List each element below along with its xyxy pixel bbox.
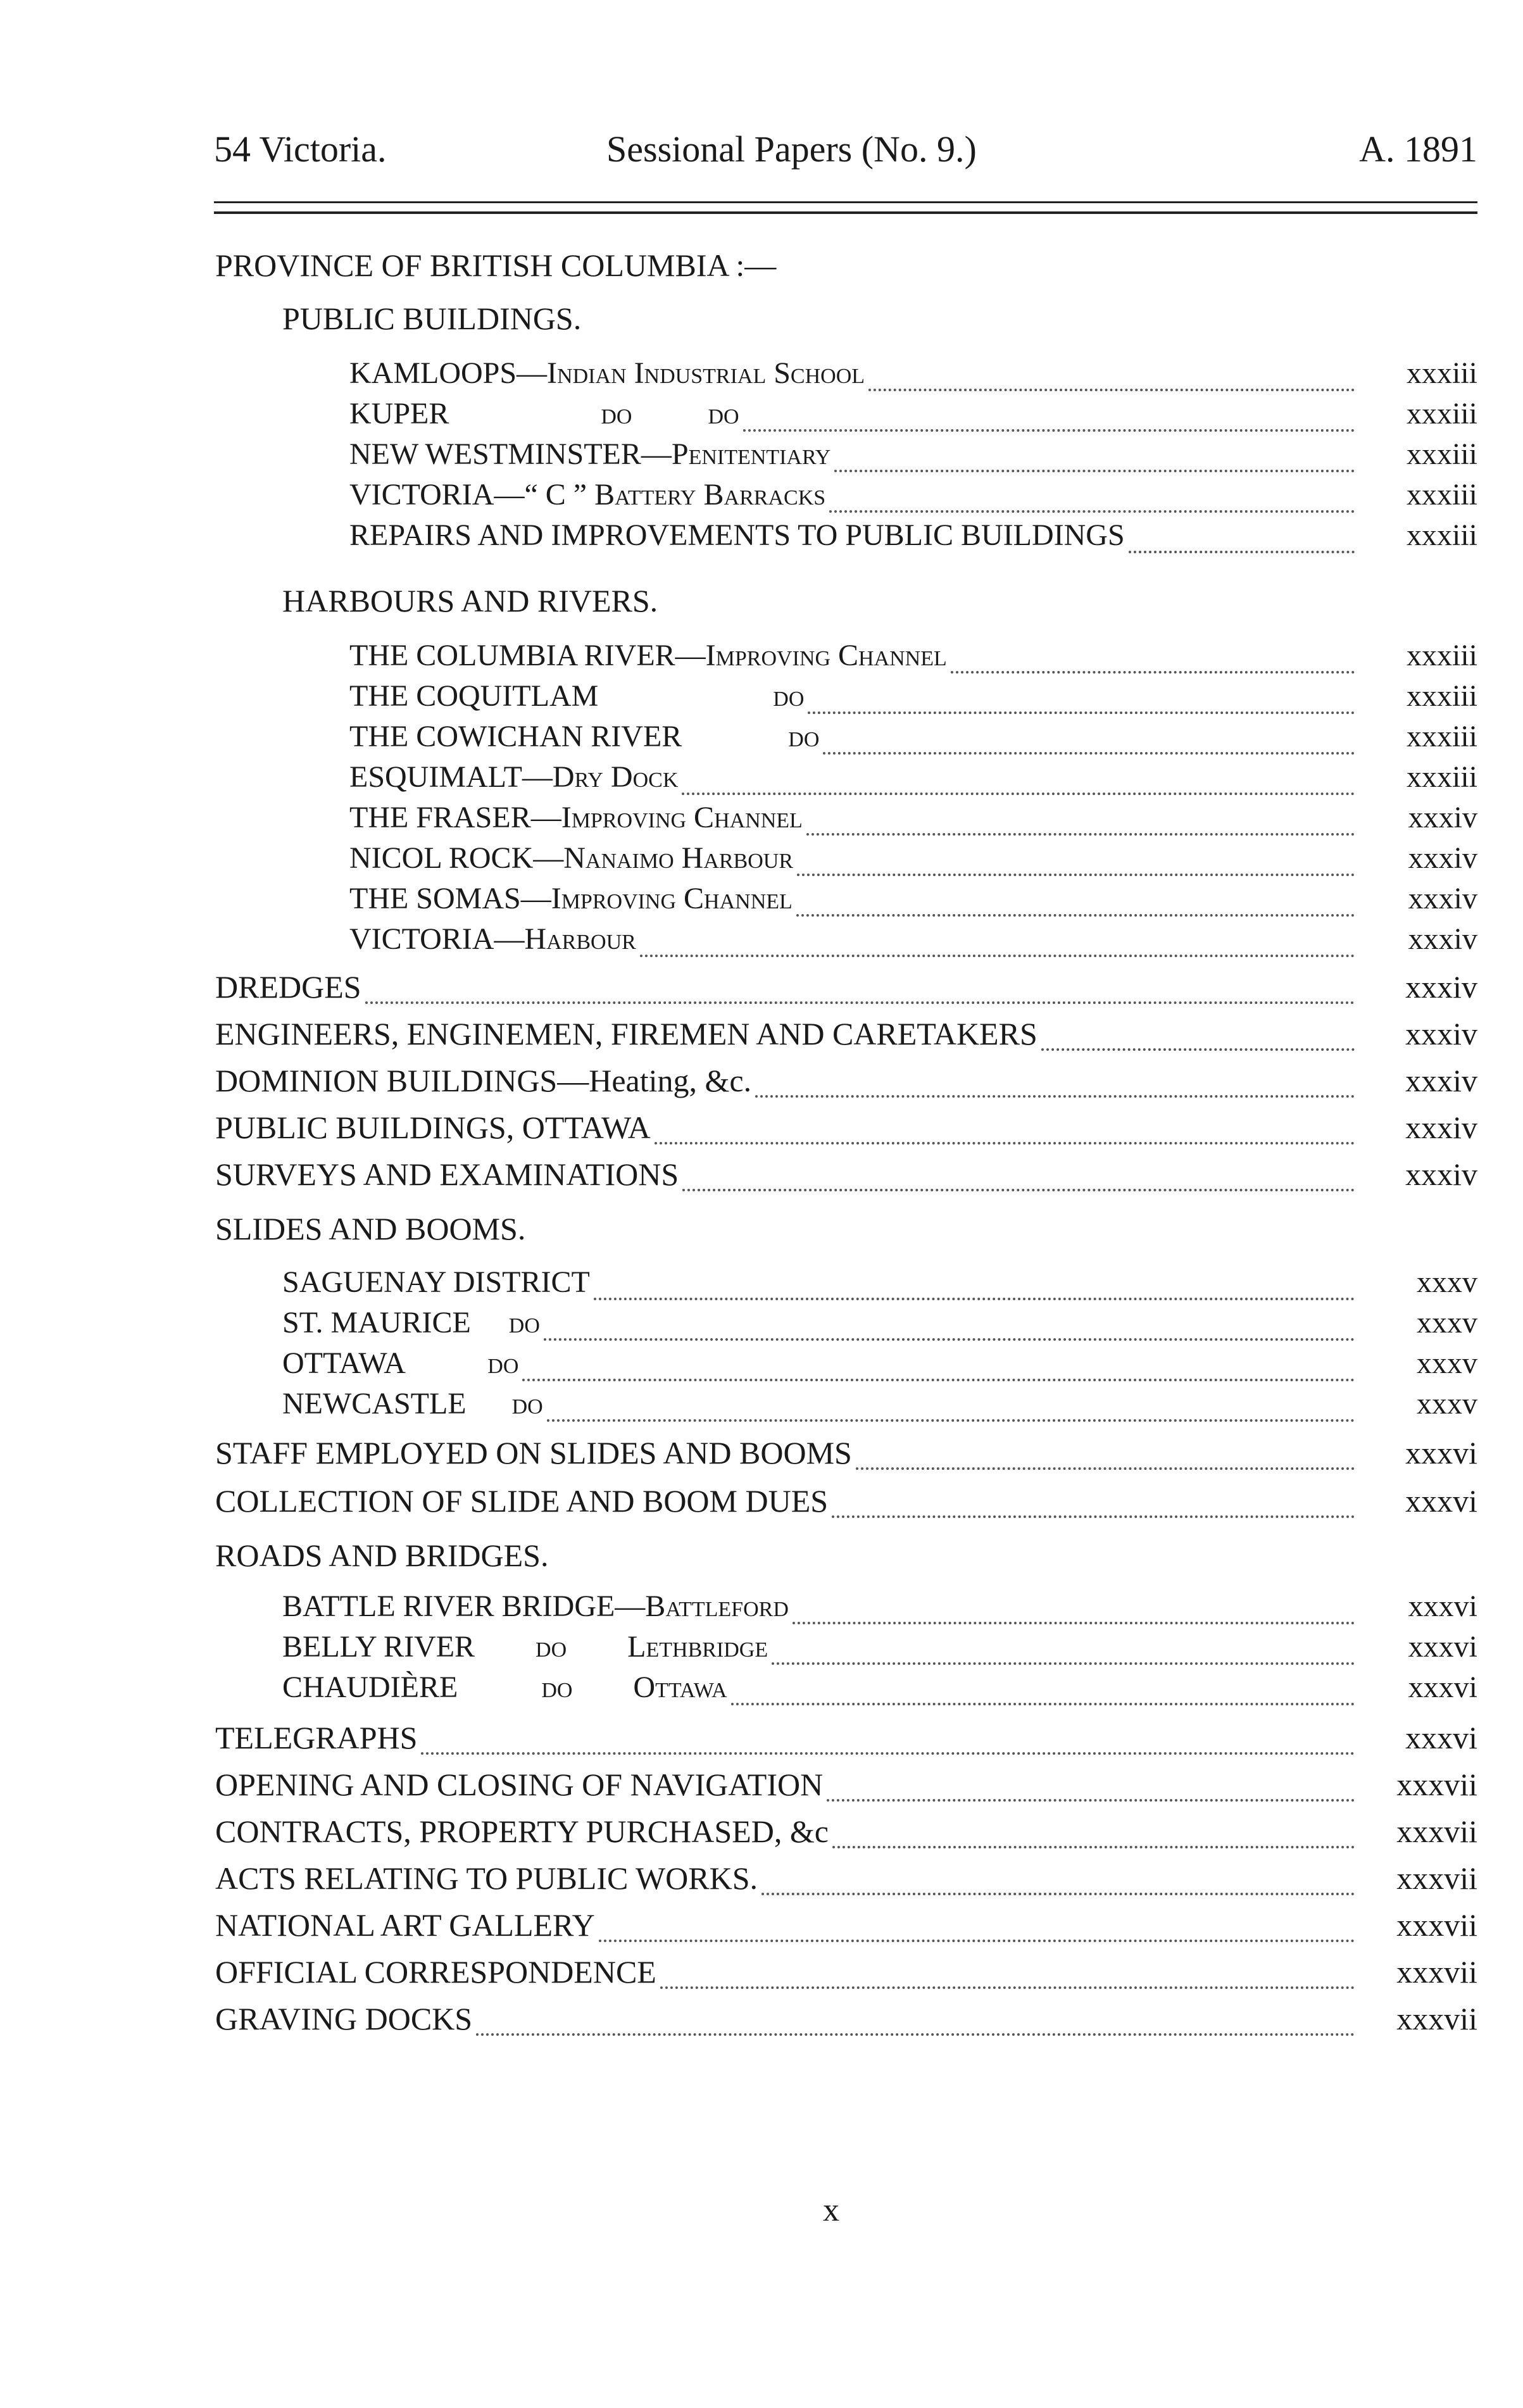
- entry-label: GRAVING DOCKS: [215, 2001, 473, 2036]
- leader-dots: [421, 1746, 1355, 1755]
- entry-label: KUPER do do: [349, 397, 739, 430]
- toc-entry: [215, 1813, 1477, 1857]
- toc-entry: [215, 1434, 1477, 1479]
- header-year: A. 1891: [1359, 129, 1477, 170]
- entry-page: xxxvii: [1396, 2001, 1477, 2036]
- entry-label: THE COLUMBIA RIVER—Improving Channel: [349, 639, 947, 672]
- entry-page: xxxiv: [1408, 882, 1477, 915]
- entry-label: NICOL ROCK—Nanaimo Harbour: [349, 841, 794, 875]
- section-heading-slides: SLIDES AND BOOMS.: [215, 1211, 526, 1246]
- leader-dots: [755, 1089, 1355, 1098]
- header-rule: [214, 201, 1477, 203]
- entry-label: SURVEYS AND EXAMINATIONS: [215, 1157, 679, 1192]
- toc-entry: [349, 679, 1477, 723]
- leader-dots: [1041, 1042, 1355, 1051]
- entry-label: VICTORIA—Harbour: [349, 922, 636, 956]
- leader-dots: [808, 705, 1355, 714]
- leader-dots: [655, 1136, 1355, 1144]
- leader-dots: [476, 2027, 1355, 2036]
- toc-entry: [282, 1589, 1477, 1633]
- section-heading-public-buildings: PUBLIC BUILDINGS.: [282, 301, 582, 336]
- toc-entry: [215, 1483, 1477, 1527]
- entry-page: xxxvii: [1396, 1767, 1477, 1802]
- entry-page: xxxvi: [1408, 1630, 1477, 1664]
- toc-entry: [215, 1953, 1477, 1998]
- province-heading: PROVINCE OF BRITISH COLUMBIA :—: [215, 248, 777, 283]
- entry-label: OTTAWA do: [282, 1346, 519, 1380]
- toc-entry: [215, 2000, 1477, 2045]
- toc-entry: [349, 881, 1477, 925]
- entry-page: xxxv: [1417, 1346, 1477, 1380]
- entry-page: xxxiv: [1405, 1016, 1477, 1051]
- toc-entry: [215, 1860, 1477, 1904]
- leader-dots: [868, 382, 1355, 391]
- entry-label: CONTRACTS, PROPERTY PURCHASED, &c: [215, 1814, 829, 1849]
- entry-label: TELEGRAPHS: [215, 1720, 418, 1755]
- toc-entry: [215, 1766, 1477, 1810]
- toc-entry: [215, 1062, 1477, 1107]
- toc-entry: [349, 638, 1477, 682]
- entry-page: xxxiv: [1408, 922, 1477, 956]
- entry-page: xxxiii: [1406, 760, 1477, 794]
- toc-entry: [215, 1719, 1477, 1764]
- toc-entry: [349, 841, 1477, 885]
- leader-dots: [806, 827, 1355, 836]
- entry-page: xxxiii: [1406, 518, 1477, 552]
- entry-label: ACTS RELATING TO PUBLIC WORKS.: [215, 1860, 758, 1896]
- header-session: 54 Victoria.: [214, 129, 387, 170]
- entry-label: THE COWICHAN RIVER do: [349, 720, 820, 753]
- leader-dots: [823, 746, 1355, 755]
- entry-page: xxxiv: [1405, 1157, 1477, 1192]
- toc-entry: [215, 1156, 1477, 1200]
- entry-label: DOMINION BUILDINGS—Heating, &c.: [215, 1063, 752, 1098]
- leader-dots: [743, 423, 1355, 432]
- entry-label: REPAIRS AND IMPROVEMENTS TO PUBLIC BUILDINGS: [349, 518, 1125, 552]
- toc-entry: [215, 1109, 1477, 1153]
- entry-label: OFFICIAL CORRESPONDENCE: [215, 1954, 656, 1990]
- entry-page: xxxiv: [1408, 801, 1477, 834]
- entry-label: BATTLE RIVER BRIDGE—Battleford: [282, 1590, 789, 1623]
- entry-label: BELLY RIVER do Lethbridge: [282, 1630, 768, 1664]
- leader-dots: [731, 1696, 1355, 1705]
- entry-label: THE COQUITLAM do: [349, 679, 805, 713]
- entry-page: xxxv: [1417, 1306, 1477, 1339]
- leader-dots: [640, 948, 1355, 957]
- entry-page: xxxvi: [1405, 1435, 1477, 1471]
- leader-dots: [832, 1509, 1355, 1518]
- toc-entry: [282, 1629, 1477, 1674]
- leader-dots: [829, 504, 1355, 513]
- entry-label: STAFF EMPLOYED ON SLIDES AND BOOMS: [215, 1435, 852, 1471]
- entry-page: xxxiii: [1406, 679, 1477, 713]
- entry-page: xxxvii: [1396, 1907, 1477, 1943]
- leader-dots: [951, 665, 1355, 674]
- toc-entry: [349, 396, 1477, 441]
- toc-entry: [282, 1265, 1477, 1309]
- toc-entry: [282, 1670, 1477, 1714]
- leader-dots: [797, 867, 1355, 876]
- toc-entry: [349, 760, 1477, 804]
- entry-page: xxxvi: [1405, 1483, 1477, 1519]
- page-folio: x: [823, 2192, 839, 2228]
- toc-entry: [282, 1386, 1477, 1431]
- entry-label: ST. MAURICE do: [282, 1306, 540, 1339]
- section-heading-roads: ROADS AND BRIDGES.: [215, 1538, 549, 1573]
- entry-page: xxxv: [1417, 1265, 1477, 1299]
- entry-label: SAGUENAY DISTRICT: [282, 1265, 590, 1299]
- entry-label: THE FRASER—Improving Channel: [349, 801, 803, 834]
- leader-dots: [365, 995, 1355, 1004]
- toc-entry: [349, 800, 1477, 844]
- entry-label: OPENING AND CLOSING OF NAVIGATION: [215, 1767, 824, 1802]
- entry-page: xxxiii: [1406, 437, 1477, 471]
- entry-page: xxxiii: [1406, 397, 1477, 430]
- entry-label: ESQUIMALT—Dry Dock: [349, 760, 679, 794]
- entry-label: CHAUDIÈRE do Ottawa: [282, 1671, 727, 1704]
- entry-page: xxxiv: [1405, 1110, 1477, 1145]
- leader-dots: [796, 908, 1355, 917]
- leader-dots: [660, 1980, 1355, 1989]
- header-title: Sessional Papers (No. 9.): [606, 129, 977, 170]
- entry-page: xxxiv: [1408, 841, 1477, 875]
- entry-label: ENGINEERS, ENGINEMEN, FIREMEN AND CARETAKERS: [215, 1016, 1037, 1051]
- leader-dots: [762, 1886, 1355, 1895]
- toc-entry: [215, 1907, 1477, 1951]
- entry-page: xxxiv: [1405, 1063, 1477, 1098]
- entry-page: xxxvi: [1408, 1590, 1477, 1623]
- entry-label: NATIONAL ART GALLERY: [215, 1907, 595, 1943]
- entry-page: xxxiii: [1406, 720, 1477, 753]
- leader-dots: [599, 1933, 1355, 1942]
- entry-label: COLLECTION OF SLIDE AND BOOM DUES: [215, 1483, 829, 1519]
- toc-entry: [215, 969, 1477, 1013]
- toc-entry: [349, 719, 1477, 763]
- leader-dots: [547, 1413, 1355, 1422]
- leader-dots: [793, 1615, 1355, 1624]
- leader-dots: [544, 1332, 1355, 1341]
- toc-entry: [349, 477, 1477, 522]
- leader-dots: [856, 1461, 1355, 1470]
- leader-dots: [772, 1656, 1355, 1665]
- entry-page: xxxiii: [1406, 356, 1477, 390]
- toc-entry: [349, 356, 1477, 400]
- entry-page: xxxvii: [1396, 1954, 1477, 1990]
- leader-dots: [832, 1840, 1355, 1848]
- leader-dots: [834, 463, 1355, 472]
- header-rule-thick: [214, 211, 1477, 214]
- entry-page: xxxvii: [1396, 1814, 1477, 1849]
- entry-page: xxxvii: [1396, 1860, 1477, 1896]
- leader-dots: [682, 1182, 1355, 1191]
- running-header: [214, 128, 1477, 179]
- leader-dots: [522, 1372, 1355, 1381]
- entry-label: NEWCASTLE do: [282, 1387, 543, 1420]
- entry-label: THE SOMAS—Improving Channel: [349, 882, 793, 915]
- leader-dots: [1129, 544, 1355, 553]
- entry-label: PUBLIC BUILDINGS, OTTAWA: [215, 1110, 651, 1145]
- entry-label: DREDGES: [215, 969, 361, 1005]
- section-heading-harbours: HARBOURS AND RIVERS.: [282, 583, 658, 618]
- entry-page: xxxv: [1417, 1387, 1477, 1420]
- toc-entry: [349, 437, 1477, 481]
- entry-label: NEW WESTMINSTER—Penitentiary: [349, 437, 831, 471]
- leader-dots: [827, 1793, 1355, 1802]
- entry-page: xxxiii: [1406, 478, 1477, 511]
- leader-dots: [682, 786, 1355, 795]
- entry-page: xxxiii: [1406, 639, 1477, 672]
- leader-dots: [594, 1291, 1355, 1300]
- entry-page: xxxiv: [1405, 969, 1477, 1005]
- toc-entry: [282, 1346, 1477, 1390]
- toc-entry: [349, 518, 1477, 562]
- entry-label: VICTORIA—“ C ” Battery Barracks: [349, 478, 826, 511]
- entry-page: xxxvi: [1405, 1720, 1477, 1755]
- toc-entry: [215, 1015, 1477, 1060]
- toc-entry: [349, 922, 1477, 966]
- entry-label: KAMLOOPS—Indian Industrial School: [349, 356, 865, 390]
- entry-page: xxxvi: [1408, 1671, 1477, 1704]
- toc-entry: [282, 1305, 1477, 1350]
